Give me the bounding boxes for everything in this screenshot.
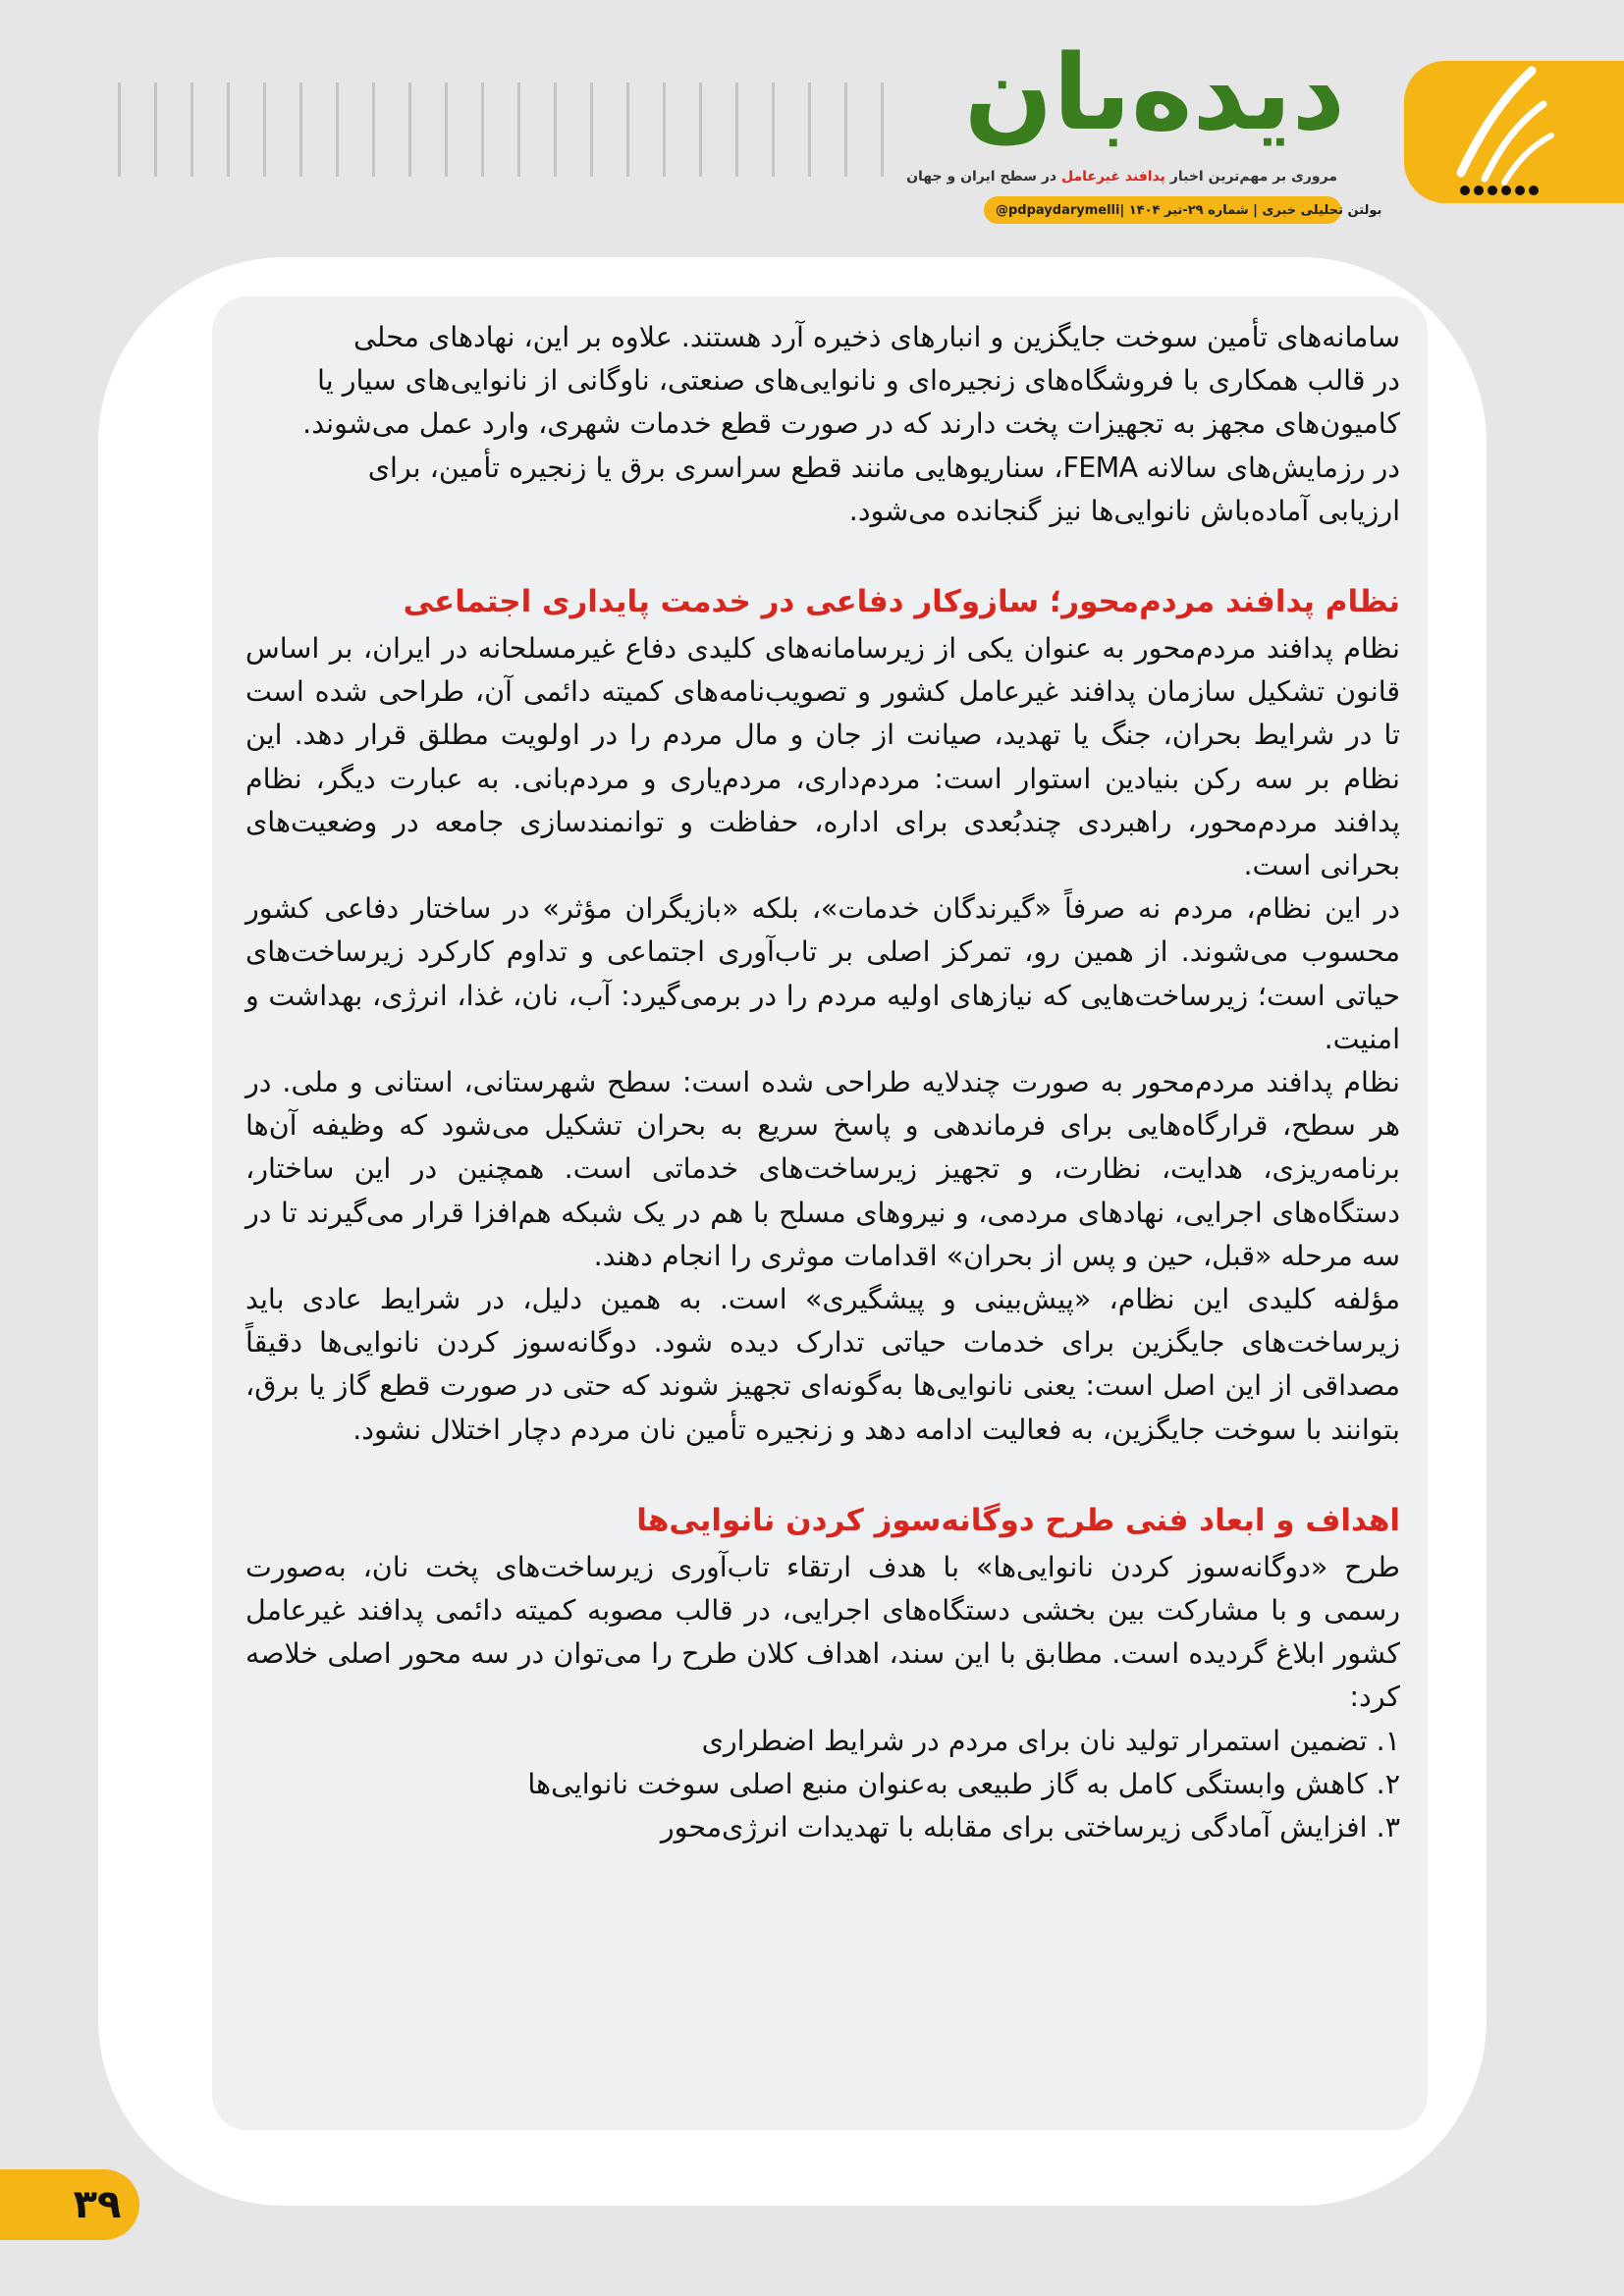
intro-line: سامانه‌های تأمین سوخت جایگزین و انبارهای ذخیره آرد هستند. علاوه بر این، نهادهای محلی	[353, 321, 1400, 353]
paragraph-gap	[245, 533, 1400, 576]
list-item: ۳. افزایش آمادگی زیرساختی برای مقابله با تهدیدات انرژی‌محور	[660, 1811, 1400, 1844]
intro-line: کامیون‌های مجهز به تجهیزات پخت دارند که در صورت قطع خدمات شهری، وارد عمل می‌شوند.	[302, 407, 1400, 441]
intro-line: ارزیابی آماده‌باش نانوایی‌ها نیز گنجانده می‌شود.	[848, 494, 1400, 527]
masthead	[906, 20, 1382, 226]
social-handle[interactable]: @pdpaydarymelli	[996, 202, 1120, 218]
list-item: ۲. کاهش وابستگی کامل به گاز طبیعی به‌عنوان منبع اصلی سوخت نانوایی‌ها	[527, 1767, 1400, 1800]
list-item: ۱. تضمین استمرار تولید نان برای مردم در شرایط اضطراری	[701, 1724, 1400, 1757]
section-heading: نظام پدافند مردم‌محور؛ سازوکار دفاعی در خدمت پایداری اجتماعی	[403, 584, 1400, 620]
issue-info: بولتن تحلیلی خبری | شماره ۲۹-تیر ۱۴۰۴ |	[1119, 202, 1382, 218]
page-number: ۳۹	[73, 2182, 122, 2227]
article-body	[245, 316, 1400, 1849]
tagline-highlight: پدافند غیرعامل	[1060, 169, 1165, 185]
section-heading: اهداف و ابعاد فنی طرح دوگانه‌سوز کردن نانوایی‌ها	[636, 1502, 1400, 1538]
intro-line: در رزمایش‌های سالانه FEMA، سناریوهایی مانند قطع سراسری برق یا زنجیره تأمین، برای	[367, 451, 1400, 484]
paragraph-gap	[245, 1452, 1400, 1495]
paragraph: نظام پدافند مردم‌محور به عنوان یکی از زیرسامانه‌های کلیدی دفاع غیرمسلحانه در ایران، بر اساس قانون تشکیل سازمان پدافند غیرعامل کشور و تصویب‌نامه‌های کمیته دائمی آن، طراحی شده است تا در شرایط بحران، جنگ یا تهدید، صیانت از جان و مال مردم را در اولویت مطلق قرار دهد. این نظام بر سه رکن بنیادین استوار است: مردم‌داری، مردم‌یاری و مردم‌بانی. به عبارت دیگر، نظام پدافند مردم‌محور، راهبردی چندبُعدی برای اداره، حفاظت و توانمندسازی جامعه در وضعیت‌های بحرانی است.	[245, 632, 1400, 882]
paragraph: در این نظام، مردم نه صرفاً «گیرندگان خدمات»، بلکه «بازیگران مؤثر» در ساختار دفاعی کشور محسوب می‌شوند. از همین رو، تمرکز اصلی بر تاب‌آوری اجتماعی و تداوم کارکرد زیرساخت‌های حیاتی است؛ زیرساخت‌هایی که نیازهای اولیه مردم را در برمی‌گیرد: آب، نان، غذا، انرژی، بهداشت و امنیت.	[245, 892, 1400, 1055]
intro-line: در قالب همکاری با فروشگاه‌های زنجیره‌ای و نانوایی‌های صنعتی، ناوگانی از نانوایی‌های سیار یا	[317, 364, 1400, 398]
header-decorative-stripes	[118, 82, 893, 177]
paragraph: طرح «دوگانه‌سوز کردن نانوایی‌ها» با هدف ارتقاء تاب‌آوری زیرساخت‌های پخت نان، به‌صورت رسمی و با مشارکت بین بخشی دستگاه‌های اجرایی، در قالب مصوبه کمیته دائمی پدافند غیرعامل کشور ابلاغ گردیده است. مطابق با این سند، اهداف کلان طرح را می‌توان در سه محور اصلی خلاصه کرد:	[245, 1550, 1400, 1714]
paragraph: نظام پدافند مردم‌محور به صورت چندلایه طراحی شده است: سطح شهرستانی، استانی و ملی. در هر سطح، قرارگاه‌هایی برای فرماندهی و پاسخ سریع به بحران تشکیل می‌شود که وظیفه آن‌ها برنامه‌ریزی، هدایت، نظارت، و تجهیز زیرساخت‌های خدماتی است. همچنین در این ساختار، دستگاه‌های اجرایی، نهادهای مردمی، و نیروهای مسلح با هم در یک شبکه هم‌افزا قرار می‌گیرند تا در سه مرحله «قبل، حین و پس از بحران» اقدامات موثری را انجام دهند.	[245, 1066, 1400, 1272]
issue-info-bar	[984, 196, 1382, 224]
goals-list	[245, 1720, 1400, 1850]
paragraph: مؤلفه کلیدی این نظام، «پیش‌بینی و پیشگیری» است. به همین دلیل، در شرایط عادی باید زیرساخت‌های جایگزین برای خدمات حیاتی تدارک دیده شود. دوگانه‌سوز کردن نانوایی‌ها دقیقاً مصداقی از این اصل است: یعنی نانوایی‌ها به‌گونه‌ای تجهیز شوند که حتی در صورت قطع گاز یا برق، بتوانند با سوخت جایگزین، به فعالیت ادامه دهد و زنجیره تأمین نان مردم دچار اختلال نشود.	[245, 1283, 1400, 1446]
publication-tagline: مروری بر مهم‌ترین اخبار پدافند غیرعامل در سطح ایران و جهان	[906, 169, 1337, 185]
publication-title: دیده‌بان	[963, 32, 1345, 153]
logo-mark-icon	[1441, 57, 1569, 204]
